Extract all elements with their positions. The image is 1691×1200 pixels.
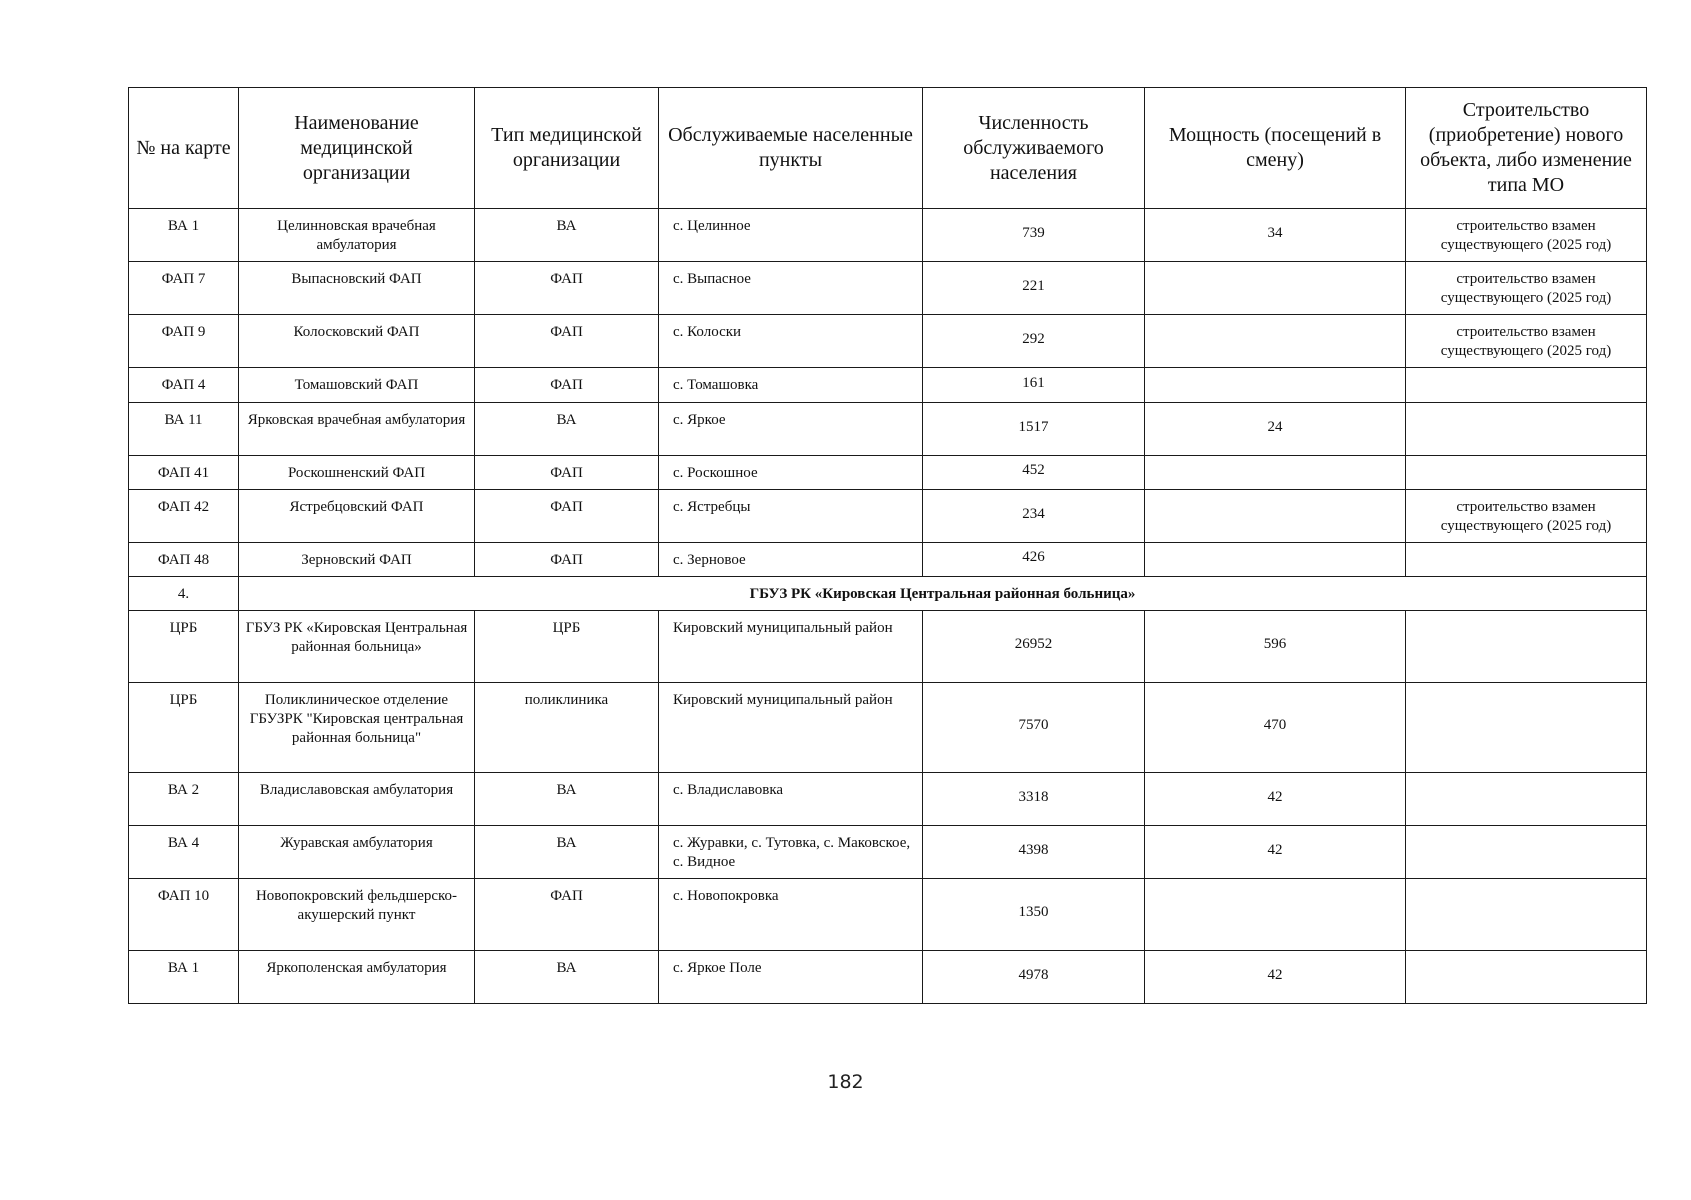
cell-population: 452 bbox=[923, 456, 1145, 490]
cell-population: 26952 bbox=[923, 611, 1145, 683]
table-row bbox=[129, 315, 1647, 368]
cell-org-type: ВА bbox=[475, 773, 659, 826]
header-org-type: Тип медицинской организации bbox=[475, 88, 659, 209]
cell-settlements: с. Яркое Поле bbox=[659, 951, 923, 1004]
cell-settlements: с. Роскошное bbox=[659, 456, 923, 490]
header-population: Численность обслуживаемого населения bbox=[923, 88, 1145, 209]
cell-settlements: с. Яркое bbox=[659, 403, 923, 456]
cell-construction bbox=[1406, 456, 1647, 490]
cell-settlements: с. Журавки, с. Тутовка, с. Маковское, с. Видное bbox=[659, 826, 923, 879]
header-org-name: Наименование медицинской организации bbox=[239, 88, 475, 209]
cell-capacity bbox=[1145, 490, 1406, 543]
facilities-table-container bbox=[128, 87, 1646, 1004]
cell-org-name: Журавская амбулатория bbox=[239, 826, 475, 879]
cell-map-no: ФАП 9 bbox=[129, 315, 239, 368]
cell-org-name: Владиславовская амбулатория bbox=[239, 773, 475, 826]
cell-population: 4978 bbox=[923, 951, 1145, 1004]
cell-settlements: с. Колоски bbox=[659, 315, 923, 368]
cell-org-name: Ястребцовский ФАП bbox=[239, 490, 475, 543]
header-capacity: Мощность (посещений в смену) bbox=[1145, 88, 1406, 209]
cell-org-name: Поликлиническое отделение ГБУЗРК "Кировская центральная районная больница" bbox=[239, 683, 475, 773]
cell-capacity: 42 bbox=[1145, 951, 1406, 1004]
table-row bbox=[129, 611, 1647, 683]
cell-capacity bbox=[1145, 456, 1406, 490]
cell-construction: строительство взамен существующего (2025 год) bbox=[1406, 490, 1647, 543]
cell-org-name: Роскошненский ФАП bbox=[239, 456, 475, 490]
cell-construction bbox=[1406, 683, 1647, 773]
cell-map-no: ЦРБ bbox=[129, 611, 239, 683]
cell-capacity bbox=[1145, 879, 1406, 951]
cell-settlements: с. Выпасное bbox=[659, 262, 923, 315]
section-number: 4. bbox=[129, 577, 239, 611]
cell-construction bbox=[1406, 773, 1647, 826]
cell-population: 1517 bbox=[923, 403, 1145, 456]
cell-org-type: ВА bbox=[475, 951, 659, 1004]
cell-capacity: 34 bbox=[1145, 209, 1406, 262]
cell-construction bbox=[1406, 951, 1647, 1004]
cell-capacity bbox=[1145, 368, 1406, 403]
cell-org-type: ФАП bbox=[475, 543, 659, 577]
cell-org-name: Зерновский ФАП bbox=[239, 543, 475, 577]
cell-map-no: ВА 4 bbox=[129, 826, 239, 879]
table-row bbox=[129, 826, 1647, 879]
cell-settlements: Кировский муниципальный район bbox=[659, 683, 923, 773]
section-row bbox=[129, 577, 1647, 611]
cell-map-no: ФАП 10 bbox=[129, 879, 239, 951]
cell-settlements: с. Новопокровка bbox=[659, 879, 923, 951]
cell-org-name: Новопокровский фельдшерско- акушерский пункт bbox=[239, 879, 475, 951]
cell-construction bbox=[1406, 611, 1647, 683]
cell-settlements: с. Томашовка bbox=[659, 368, 923, 403]
header-map-no: № на карте bbox=[129, 88, 239, 209]
cell-org-name: ГБУЗ РК «Кировская Центральная районная больница» bbox=[239, 611, 475, 683]
cell-map-no: ФАП 4 bbox=[129, 368, 239, 403]
cell-capacity bbox=[1145, 262, 1406, 315]
table-row bbox=[129, 683, 1647, 773]
table-row bbox=[129, 879, 1647, 951]
cell-org-type: ВА bbox=[475, 826, 659, 879]
table-row bbox=[129, 209, 1647, 262]
cell-org-name: Яркополенская амбулатория bbox=[239, 951, 475, 1004]
cell-capacity: 470 bbox=[1145, 683, 1406, 773]
cell-construction: строительство взамен существующего (2025 год) bbox=[1406, 315, 1647, 368]
cell-population: 1350 bbox=[923, 879, 1145, 951]
cell-settlements: с. Целинное bbox=[659, 209, 923, 262]
cell-org-type: поликлиника bbox=[475, 683, 659, 773]
cell-org-type: ЦРБ bbox=[475, 611, 659, 683]
cell-population: 739 bbox=[923, 209, 1145, 262]
cell-capacity bbox=[1145, 543, 1406, 577]
cell-map-no: ФАП 41 bbox=[129, 456, 239, 490]
cell-org-name: Колосковский ФАП bbox=[239, 315, 475, 368]
cell-population: 7570 bbox=[923, 683, 1145, 773]
cell-population: 234 bbox=[923, 490, 1145, 543]
cell-map-no: ВА 2 bbox=[129, 773, 239, 826]
page-number: 182 bbox=[827, 1071, 864, 1093]
cell-map-no: ВА 1 bbox=[129, 209, 239, 262]
cell-org-type: ФАП bbox=[475, 879, 659, 951]
cell-settlements: с. Владиславовка bbox=[659, 773, 923, 826]
table-row bbox=[129, 951, 1647, 1004]
cell-org-name: Томашовский ФАП bbox=[239, 368, 475, 403]
section-title: ГБУЗ РК «Кировская Центральная районная больница» bbox=[239, 577, 1647, 611]
cell-org-type: ФАП bbox=[475, 368, 659, 403]
cell-construction bbox=[1406, 403, 1647, 456]
header-settlements: Обслуживаемые населенные пункты bbox=[659, 88, 923, 209]
header-construction: Строительство (приобретение) нового объекта, либо изменение типа МО bbox=[1406, 88, 1647, 209]
cell-settlements: с. Ястребцы bbox=[659, 490, 923, 543]
cell-population: 292 bbox=[923, 315, 1145, 368]
cell-population: 4398 bbox=[923, 826, 1145, 879]
cell-org-type: ФАП bbox=[475, 262, 659, 315]
cell-org-type: ФАП bbox=[475, 315, 659, 368]
cell-org-type: ВА bbox=[475, 209, 659, 262]
cell-capacity: 24 bbox=[1145, 403, 1406, 456]
cell-construction bbox=[1406, 879, 1647, 951]
cell-map-no: ЦРБ bbox=[129, 683, 239, 773]
table-row bbox=[129, 543, 1647, 577]
cell-construction bbox=[1406, 368, 1647, 403]
cell-construction bbox=[1406, 543, 1647, 577]
cell-map-no: ФАП 42 bbox=[129, 490, 239, 543]
cell-settlements: с. Зерновое bbox=[659, 543, 923, 577]
cell-org-name: Выпасновский ФАП bbox=[239, 262, 475, 315]
cell-population: 3318 bbox=[923, 773, 1145, 826]
cell-population: 221 bbox=[923, 262, 1145, 315]
cell-org-type: ВА bbox=[475, 403, 659, 456]
cell-capacity: 42 bbox=[1145, 826, 1406, 879]
cell-population: 426 bbox=[923, 543, 1145, 577]
cell-settlements: Кировский муниципальный район bbox=[659, 611, 923, 683]
table-row bbox=[129, 262, 1647, 315]
table-row bbox=[129, 456, 1647, 490]
cell-map-no: ВА 11 bbox=[129, 403, 239, 456]
cell-org-name: Целинновская врачебная амбулатория bbox=[239, 209, 475, 262]
cell-map-no: ФАП 7 bbox=[129, 262, 239, 315]
cell-construction bbox=[1406, 826, 1647, 879]
table-row bbox=[129, 490, 1647, 543]
cell-capacity: 596 bbox=[1145, 611, 1406, 683]
table-row bbox=[129, 403, 1647, 456]
cell-capacity bbox=[1145, 315, 1406, 368]
table-header-row bbox=[129, 88, 1647, 209]
cell-org-type: ФАП bbox=[475, 456, 659, 490]
cell-map-no: ФАП 48 bbox=[129, 543, 239, 577]
table-row bbox=[129, 773, 1647, 826]
cell-capacity: 42 bbox=[1145, 773, 1406, 826]
facilities-table bbox=[128, 87, 1647, 1004]
cell-population: 161 bbox=[923, 368, 1145, 403]
cell-org-name: Ярковская врачебная амбулатория bbox=[239, 403, 475, 456]
cell-map-no: ВА 1 bbox=[129, 951, 239, 1004]
cell-org-type: ФАП bbox=[475, 490, 659, 543]
cell-construction: строительство взамен существующего (2025 год) bbox=[1406, 209, 1647, 262]
table-row bbox=[129, 368, 1647, 403]
cell-construction: строительство взамен существующего (2025 год) bbox=[1406, 262, 1647, 315]
